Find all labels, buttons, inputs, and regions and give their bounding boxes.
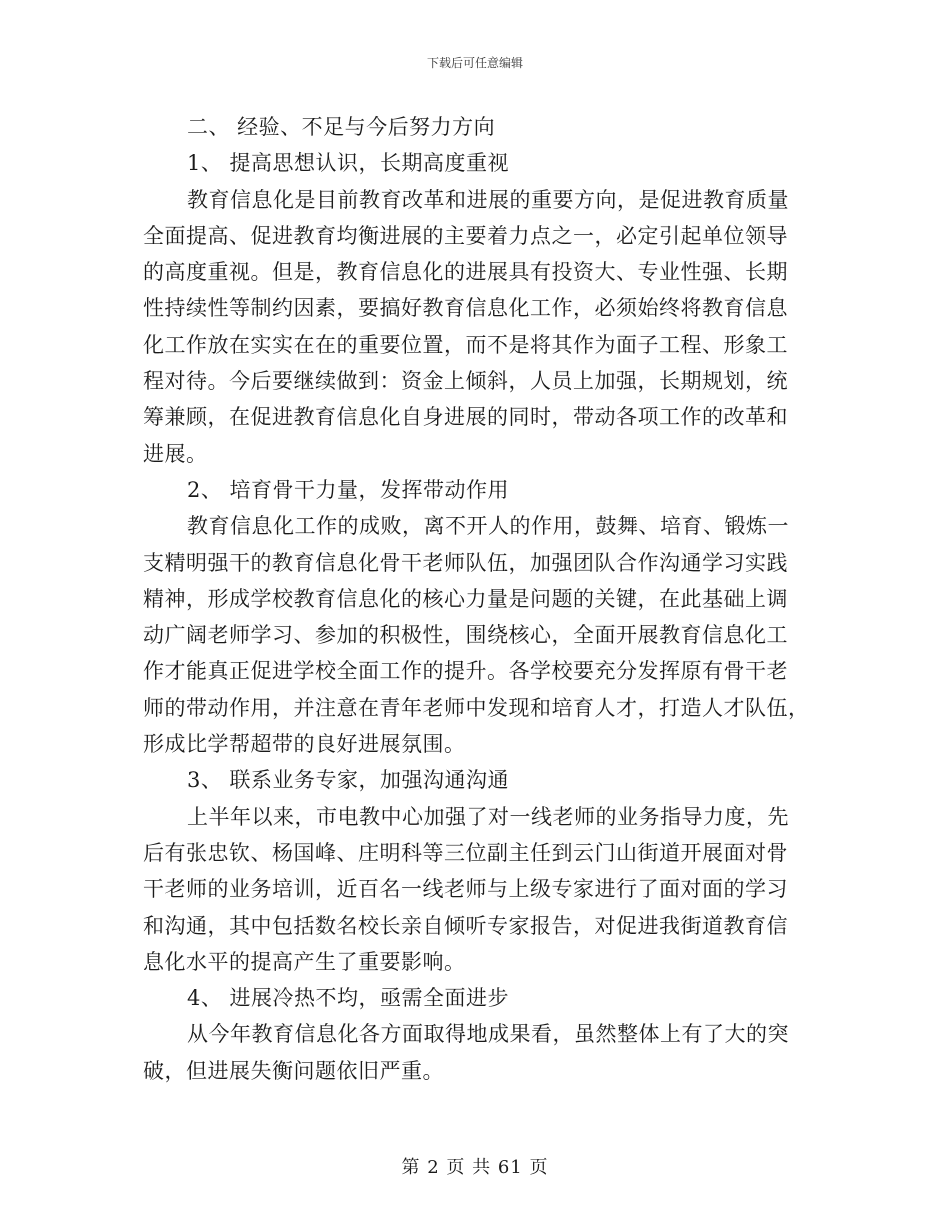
item-heading: 1、 提高思想认识，长期高度重视: [187, 151, 510, 176]
item-heading: 4、 进展冷热不均，亟需全面进步: [187, 986, 510, 1011]
paragraph-line: 后有张忠钦、杨国峰、庄明科等三位副主任到云门山街道开展面对骨: [143, 840, 788, 865]
header-note: 下载后可任意编辑: [426, 56, 523, 70]
item-heading: 3、 联系业务专家，加强沟通沟通: [187, 768, 510, 793]
paragraph-line: 支精明强干的教育信息化骨干老师队伍，加强团队合作沟通学习实践: [143, 550, 788, 575]
paragraph-line: 动广阔老师学习、参加的积极性，围绕核心，全面开展教育信息化工: [143, 623, 788, 648]
paragraph-line: 形成比学帮超带的良好进展氛围。: [143, 732, 466, 757]
section-title: 二、 经验、不足与今后努力方向: [187, 115, 496, 139]
paragraph-line: 教育信息化是目前教育改革和进展的重要方向，是促进教育质量: [187, 187, 789, 212]
paragraph-line: 进展。: [143, 441, 208, 466]
paragraph-line: 性持续性等制约因素，要搞好教育信息化工作，必须始终将教育信息: [143, 296, 788, 321]
paragraph-line: 作才能真正促进学校全面工作的提升。各学校要充分发挥原有骨干老: [143, 659, 788, 684]
paragraph-line: 上半年以来，市电教中心加强了对一线老师的业务指导力度，先: [187, 804, 789, 829]
paragraph-line: 程对待。今后要继续做到：资金上倾斜，人员上加强，长期规划，统: [143, 369, 788, 394]
paragraph-line: 化工作放在实实在在的重要位置，而不是将其作为面子工程、形象工: [143, 332, 788, 357]
document-body: [143, 109, 810, 1089]
page-number: 第 2 页 共 61 页: [401, 1157, 549, 1178]
paragraph-line: 破，但进展失衡问题依旧严重。: [143, 1058, 444, 1083]
paragraph-line: 筹兼顾，在促进教育信息化自身进展的同时，带动各项工作的改革和: [143, 405, 788, 430]
paragraph-line: 全面提高、促进教育均衡进展的主要着力点之一，必定引起单位领导: [143, 223, 788, 248]
paragraph-line: 精神，形成学校教育信息化的核心力量是问题的关键，在此基础上调: [143, 586, 788, 611]
paragraph-line: 教育信息化工作的成败，离不开人的作用，鼓舞、培育、锻炼一: [187, 514, 789, 539]
paragraph-line: 师的带动作用，并注意在青年老师中发现和培育人才，打造人才队伍，: [143, 695, 810, 720]
item-heading: 2、 培育骨干力量，发挥带动作用: [187, 477, 510, 502]
paragraph-line: 和沟通，其中包括数名校长亲自倾听专家报告，对促进我街道教育信: [143, 913, 788, 938]
paragraph-line: 从今年教育信息化各方面取得地成果看，虽然整体上有了大的突: [187, 1022, 789, 1047]
paragraph-line: 的高度重视。但是，教育信息化的进展具有投资大、专业性强、长期: [143, 260, 788, 285]
paragraph-line: 干老师的业务培训，近百名一线老师与上级专家进行了面对面的学习: [143, 877, 788, 902]
paragraph-line: 息化水平的提高产生了重要影响。: [143, 949, 466, 974]
